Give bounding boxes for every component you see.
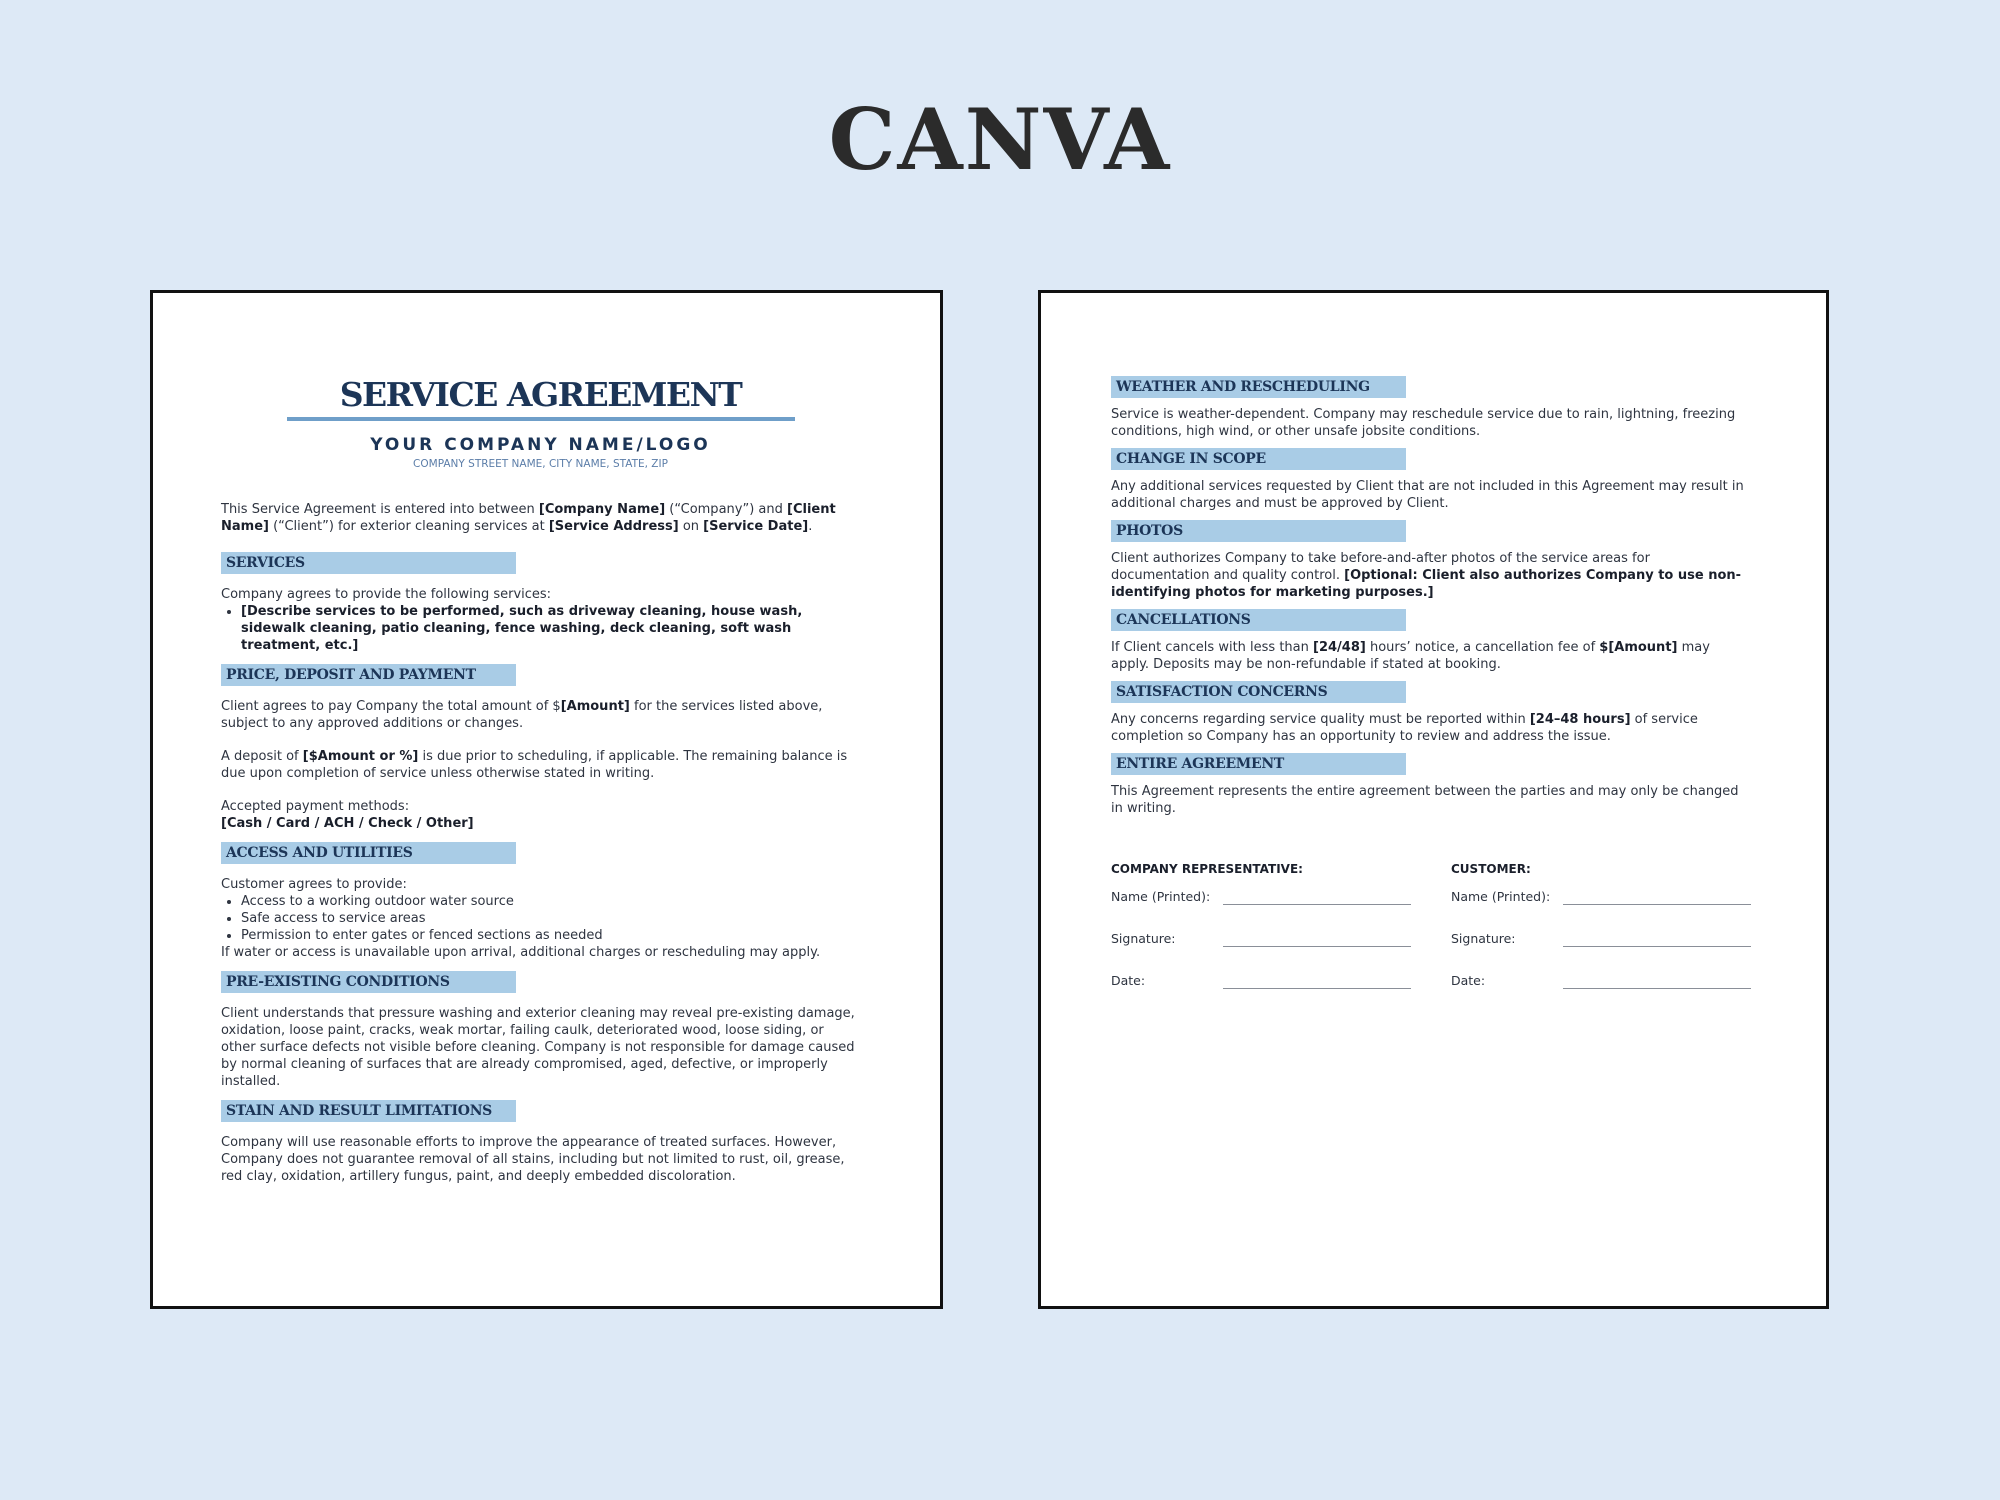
company-signature-column — [1111, 861, 1431, 1004]
company-date-line[interactable] — [1223, 988, 1411, 989]
customer-name-row — [1451, 878, 1771, 920]
company-name: YOUR COMPANY NAME/LOGO — [370, 435, 711, 455]
access-lead: Customer agrees to provide: — [221, 877, 407, 892]
section-weather — [1111, 406, 1748, 440]
section-heading-cancellations: CANCELLATIONS — [1111, 609, 1406, 631]
section-stain — [221, 1134, 860, 1185]
company-rep-heading: COMPANY REPRESENTATIVE: — [1111, 862, 1303, 876]
name-label: Name (Printed): — [1111, 889, 1211, 904]
customer-date-row — [1451, 962, 1771, 1004]
satisfaction-text: Any concerns regarding service quality must be reported within [24–48 hours] of service completion so Company has an opportunity to review and address the issue. — [1111, 712, 1698, 744]
section-heading-satisfaction: SATISFACTION CONCERNS — [1111, 681, 1406, 703]
document-page-2 — [1038, 290, 1829, 1309]
section-cancellations — [1111, 639, 1748, 673]
document-title: SERVICE AGREEMENT — [339, 375, 742, 414]
preexisting-text: Client understands that pressure washing and exterior cleaning may reveal pre-existing damage, oxidation, loose paint, cracks, weak mortar, failing caulk, deteriorated wood, loose siding, or other surface defects not visible before cleaning. Company is not responsible for damage caused by normal cleaning of surfaces that are already compromised, aged, defective, or improperly installed. — [221, 1006, 855, 1089]
company-signature-line[interactable] — [1223, 946, 1411, 947]
entire-text: This Agreement represents the entire agreement between the parties and may only be changed in writing. — [1111, 784, 1739, 816]
section-heading-access: ACCESS AND UTILITIES — [221, 842, 516, 864]
company-date-row — [1111, 962, 1431, 1004]
signature-label: Signature: — [1451, 931, 1516, 946]
customer-heading: CUSTOMER: — [1451, 862, 1531, 876]
section-heading-entire: ENTIRE AGREEMENT — [1111, 753, 1406, 775]
section-heading-stain: STAIN AND RESULT LIMITATIONS — [221, 1100, 516, 1122]
section-heading-services: SERVICES — [221, 552, 516, 574]
section-photos — [1111, 550, 1748, 601]
signature-block — [1111, 861, 1748, 1011]
list-item: • Access to a working outdoor water source — [241, 893, 860, 910]
company-name-row — [1111, 878, 1431, 920]
brand-title: CANVA — [828, 90, 1172, 189]
list-item: • [Describe services to be performed, such as driveway cleaning, house wash, sidewalk cleaning, patio cleaning, fence washing, deck cleaning, soft wash treatment, etc.] — [241, 603, 860, 654]
access-note: If water or access is unavailable upon arrival, additional charges or rescheduling may apply. — [221, 945, 821, 960]
document-page-1 — [150, 290, 943, 1309]
name-label: Name (Printed): — [1451, 889, 1551, 904]
cancellations-text: If Client cancels with less than [24/48] hours’ notice, a cancellation fee of $[Amount] may apply. Deposits may be non-refundable if stated at booking. — [1111, 640, 1710, 672]
section-heading-photos: PHOTOS — [1111, 520, 1406, 542]
customer-signature-line[interactable] — [1563, 946, 1751, 947]
section-heading-price: PRICE, DEPOSIT AND PAYMENT — [221, 664, 516, 686]
list-item: • Permission to enter gates or fenced sections as needed — [241, 927, 860, 944]
scope-text: Any additional services requested by Client that are not included in this Agreement may result in additional charges and must be approved by Client. — [1111, 479, 1744, 511]
customer-signature-row — [1451, 920, 1771, 962]
customer-name-line[interactable] — [1563, 904, 1751, 905]
intro-paragraph: This Service Agreement is entered into between [Company Name] (“Company”) and [Client Name] (“Client”) for exterior cleaning services at [Service Address] on [Service Date]. — [221, 502, 836, 534]
weather-text: Service is weather-dependent. Company may reschedule service due to rain, lightning, freezing conditions, high wind, or other unsafe jobsite conditions. — [1111, 407, 1736, 439]
section-heading-scope: CHANGE IN SCOPE — [1111, 448, 1406, 470]
company-signature-row — [1111, 920, 1431, 962]
section-satisfaction — [1111, 711, 1748, 745]
section-heading-preexisting: PRE-EXISTING CONDITIONS — [221, 971, 516, 993]
signature-label: Signature: — [1111, 931, 1176, 946]
photos-text: Client authorizes Company to take before-and-after photos of the service areas for documentation and quality control. [Optional: Client also authorizes Company to use non-identifying photos for marketing purposes.] — [1111, 551, 1742, 600]
deposit-paragraph: A deposit of [$Amount or %] is due prior to scheduling, if applicable. The remaining balance is due upon completion of service unless otherwise stated in writing. — [221, 749, 848, 781]
date-label: Date: — [1111, 973, 1146, 988]
section-preexisting — [221, 1005, 860, 1090]
section-access — [221, 876, 860, 961]
section-entire — [1111, 783, 1748, 817]
price-paragraph: Client agrees to pay Company the total amount of $[Amount] for the services listed above, subject to any approved additions or changes. — [221, 699, 823, 731]
list-item: • Safe access to service areas — [241, 910, 860, 927]
customer-date-line[interactable] — [1563, 988, 1751, 989]
section-scope — [1111, 478, 1748, 512]
date-label: Date: — [1451, 973, 1486, 988]
section-heading-weather: WEATHER AND RESCHEDULING — [1111, 376, 1406, 398]
title-divider — [287, 417, 795, 421]
services-lead: Company agrees to provide the following services: — [221, 587, 552, 602]
customer-signature-column — [1451, 861, 1771, 1004]
section-price — [221, 698, 860, 832]
company-address: COMPANY STREET NAME, CITY NAME, STATE, ZIP — [413, 458, 668, 470]
company-name-line[interactable] — [1223, 904, 1411, 905]
stain-text: Company will use reasonable efforts to improve the appearance of treated surfaces. However, Company does not guarantee removal of all stains, including but not limited to rust, oil, grease, red clay, oxidation, artillery fungus, paint, and deeply embedded discoloration. — [221, 1135, 845, 1184]
section-services — [221, 586, 860, 654]
payment-methods: Accepted payment methods: [Cash / Card / ACH / Check / Other] — [221, 799, 474, 831]
